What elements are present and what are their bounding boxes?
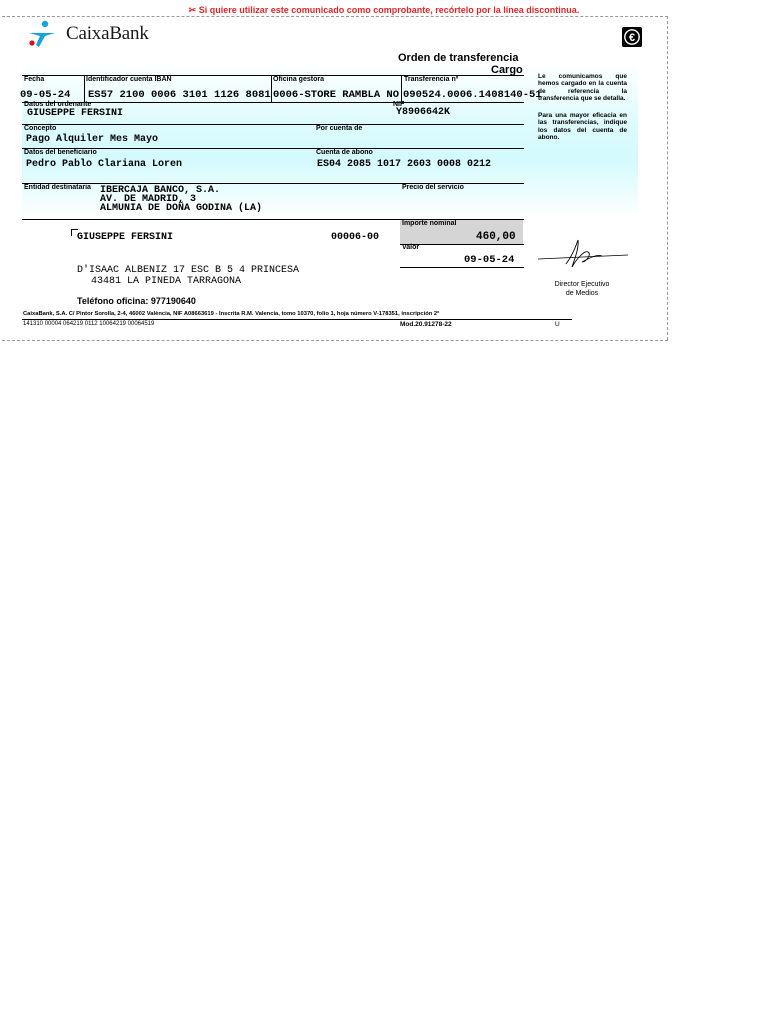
entidad-line3: ALMUNIA DE DOÑA GODINA (LA) (100, 203, 263, 214)
doc-subtitle: Cargo (491, 64, 523, 76)
iban-label: Identificador cuenta IBAN (86, 76, 172, 83)
footer-codes: 141310 00004 064219 0112 10064219 00064519 (23, 321, 155, 327)
footer-model: Mod.20.91278-22 (400, 321, 452, 328)
ordenante-value: GIUSEPPE FERSINI (27, 108, 124, 119)
concepto-line (22, 148, 524, 149)
cuenta-abono-label: Cuenta de abono (316, 149, 373, 156)
euro-icon (622, 27, 642, 47)
address-street: D'ISAAC ALBENIZ 17 ESC B 5 4 PRINCESA (77, 265, 300, 276)
cut-line-right (667, 16, 668, 340)
cut-line-top (2, 16, 668, 17)
cut-notice: ✂ Si quiere utilizar este comunicado como comprobante, recórtelo por la línea discontinua. (188, 5, 580, 15)
address-city: 43481 LA PINEDA TARRAGONA (91, 276, 242, 287)
doc-title: Orden de transferencia (398, 52, 519, 64)
nif-value: Y8906642K (396, 107, 451, 118)
svg-text:€: € (628, 32, 636, 44)
row1-divider (84, 75, 85, 103)
valor-line (400, 267, 524, 268)
fecha-value: 09-05-24 (20, 89, 71, 101)
telefono-oficina: Teléfono oficina: 977190640 (77, 296, 196, 306)
beneficiario-value: Pedro Pablo Clariana Loren (26, 159, 183, 170)
row1-bottom-line (22, 102, 524, 103)
transferencia-label: Transferencia nº (404, 76, 459, 83)
nif-label: NIF (393, 101, 405, 108)
footer-line (22, 319, 572, 320)
valor-label: Valor (402, 244, 420, 251)
footer-mark: U (555, 321, 560, 328)
precio-label: Precio del servicio (402, 184, 464, 191)
concepto-label: Concepto (24, 125, 57, 132)
entidad-label: Entidad destinataria (24, 184, 91, 191)
bank-name: CaixaBank (66, 23, 149, 44)
por-cuenta-label: Por cuenta de (316, 125, 363, 132)
scissors-icon: ✂ (188, 5, 199, 15)
cut-line-bottom (2, 340, 668, 341)
ordenante-label: Datos del ordenante (24, 101, 92, 108)
cuenta-abono-value: ES04 2085 1017 2603 0008 0212 (317, 159, 492, 170)
beneficiario-label: Datos del beneficiario (24, 149, 97, 156)
address-code: 00006-00 (331, 232, 380, 243)
caixabank-star-icon (25, 19, 59, 49)
address-name: GIUSEPPE FERSINI (77, 232, 174, 243)
signature-title-1: Director Ejecutivo (554, 281, 610, 288)
signature-image (538, 236, 630, 270)
valor-value: 09-05-24 (464, 254, 515, 266)
side-note-2: Para una mayor eficacia en las transferencias, indique los datos del cuenta de abono. (538, 112, 627, 141)
iban-value: ES57 2100 0006 3101 1126 8081 (88, 89, 271, 101)
oficina-value: 0006-STORE RAMBLA NO (273, 89, 400, 101)
entidad-line2: AV. DE MADRID, 3 (100, 194, 197, 205)
concepto-value: Pago Alquiler Mes Mayo (26, 134, 159, 145)
row1-divider (271, 75, 272, 103)
importe-label: Importe nominal (402, 220, 457, 227)
row1-divider (401, 75, 402, 103)
side-note-1: Le comunicamos que hemos cargado en la cuenta de referencia la transferencia que se detalla. (538, 73, 627, 102)
entidad-line1: IBERCAJA BANCO, S.A. (100, 185, 221, 196)
fecha-label: Fecha (24, 76, 45, 83)
footer-legal: CaixaBank, S.A. C/ Pintor Sorolla, 2-4, 46002 València, NIF A08663619 - Inscrita R.M. Valencia, tomo 10370, folio 1, hoja número V-178351, inscripción 2ª (23, 311, 440, 317)
importe-value: 460,00 (476, 231, 516, 243)
oficina-label: Oficina gestora (273, 76, 324, 83)
signature-title-2: de Medios (565, 290, 599, 297)
transferencia-value: 090524.0006.1408140-51 (403, 89, 542, 101)
ordenante-line (22, 124, 524, 125)
